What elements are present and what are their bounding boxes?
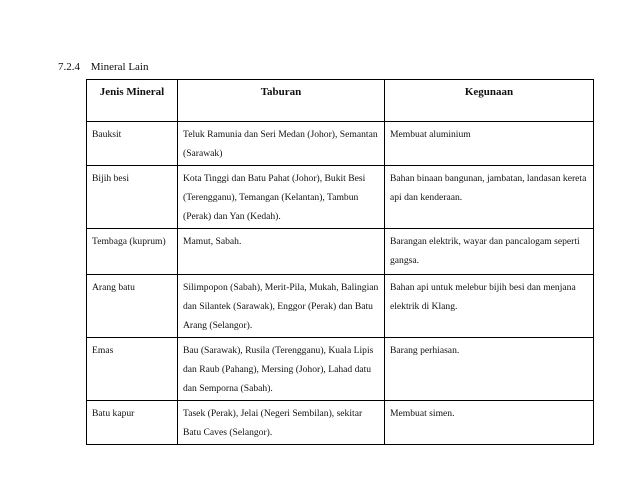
section-title: Mineral Lain [90, 61, 149, 73]
header-taburan: Taburan [178, 80, 385, 122]
cell-mineral: Bijih besi [87, 166, 178, 229]
table-row [87, 401, 594, 445]
header-kegunaan: Kegunaan [385, 80, 594, 122]
header-jenis-mineral: Jenis Mineral [87, 80, 178, 122]
cell-kegunaan: Barangan elektrik, wayar dan pancalogam seperti gangsa. [385, 229, 594, 275]
minerals-table [86, 79, 594, 445]
cell-mineral: Arang batu [87, 275, 178, 338]
cell-kegunaan: Membuat aluminium [385, 122, 594, 166]
cell-taburan: Kota Tinggi dan Batu Pahat (Johor), Bukit Besi (Terengganu), Temangan (Kelantan), Tambun (Perak) dan Yan (Kedah). [178, 166, 385, 229]
table-header-row [87, 80, 594, 122]
cell-taburan: Silimpopon (Sabah), Merit-Pila, Mukah, Balingian dan Silantek (Sarawak), Enggor (Perak) dan Batu Arang (Selangor). [178, 275, 385, 338]
cell-kegunaan: Barang perhiasan. [385, 338, 594, 401]
cell-taburan: Tasek (Perak), Jelai (Negeri Sembilan), sekitar Batu Caves (Selangor). [178, 401, 385, 445]
table-row [87, 166, 594, 229]
cell-taburan: Teluk Ramunia dan Seri Medan (Johor), Semantan (Sarawak) [178, 122, 385, 166]
table-row [87, 122, 594, 166]
table-row [87, 275, 594, 338]
cell-taburan: Mamut, Sabah. [178, 229, 385, 275]
cell-kegunaan: Bahan api untuk melebur bijih besi dan menjana elektrik di Klang. [385, 275, 594, 338]
cell-mineral: Bauksit [87, 122, 178, 166]
section-number: 7.2.4 [58, 61, 80, 73]
cell-mineral: Emas [87, 338, 178, 401]
cell-kegunaan: Membuat simen. [385, 401, 594, 445]
table-row [87, 229, 594, 275]
table-row [87, 338, 594, 401]
cell-taburan: Bau (Sarawak), Rusila (Terengganu), Kuala Lipis dan Raub (Pahang), Mersing (Johor), Lahad datu dan Semporna (Sabah). [178, 338, 385, 401]
section-heading [58, 61, 148, 73]
cell-mineral: Tembaga (kuprum) [87, 229, 178, 275]
cell-kegunaan: Bahan binaan bangunan, jambatan, landasan kereta api dan kenderaan. [385, 166, 594, 229]
cell-mineral: Batu kapur [87, 401, 178, 445]
